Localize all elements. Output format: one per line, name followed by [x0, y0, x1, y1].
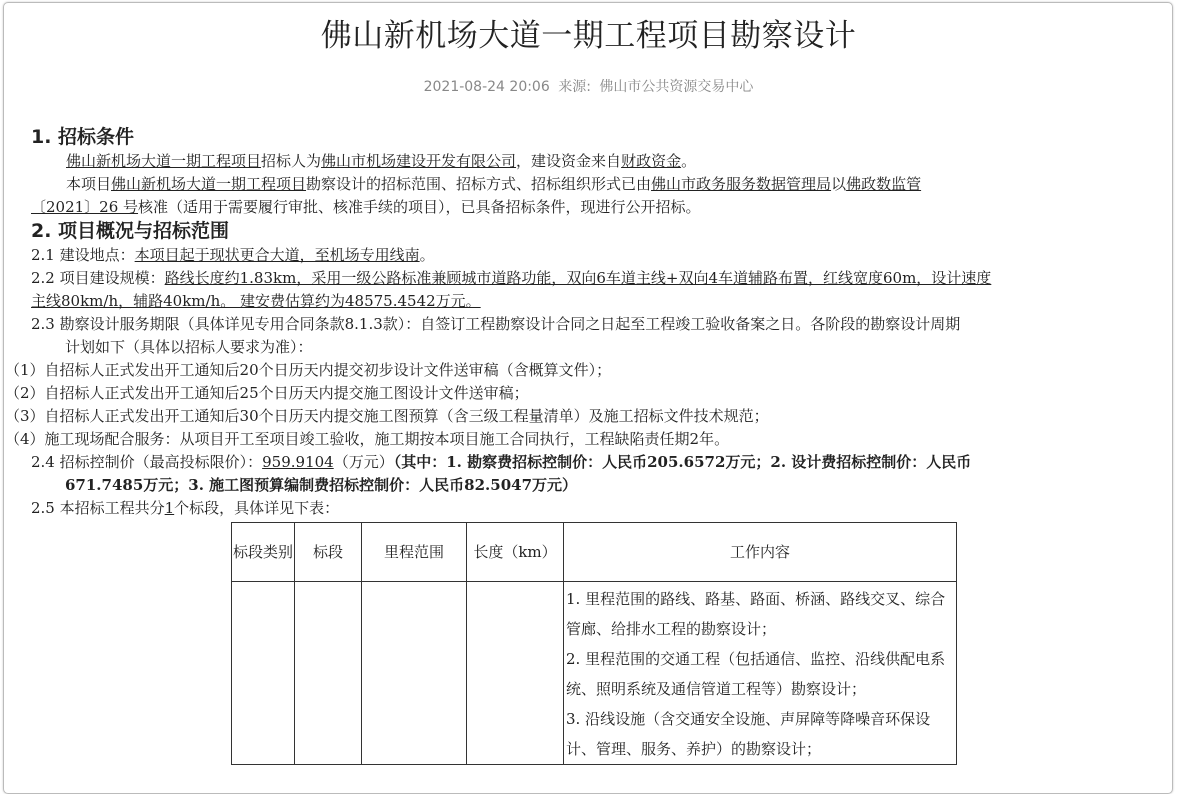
article-body — [5, 125, 1156, 520]
source-name: 佛山市公共资源交易中心 — [599, 79, 754, 95]
text: 2.3 勘察设计服务期限（具体详见专用合同条款8.1.3款）：自签订工程勘察设计合同之日起至工程竣工验收备案之日。各阶段的勘察设计周期 — [31, 315, 961, 333]
approval-doc: 佛政数监管 — [846, 175, 922, 193]
project-scale: 主线80km/h，辅路40km/h。 建安费估算约为48575.4542万元。 — [31, 292, 481, 310]
text: （万元） — [333, 453, 394, 471]
approval-doc-number: 〔2021〕26 号 — [31, 198, 139, 216]
text: 核准（适用于需要履行审批、核准手续的项目），已具备招标条件，现进行公开招标。 — [138, 198, 701, 216]
text: 以 — [831, 175, 847, 193]
column-header: 里程范围 — [362, 523, 467, 582]
paragraph — [31, 290, 1156, 313]
price-breakdown: （其中：1. 勘察费招标控制价：人民币205.6572万元；2. 设计费招标控制价：人民币 — [393, 453, 972, 471]
paragraph — [31, 313, 1156, 336]
text: 个标段，具体详见下表： — [174, 499, 340, 517]
tenderer-name: 佛山市机场建设开发有限公司 — [321, 152, 517, 170]
text: ，建设资金来自 — [516, 152, 622, 170]
text: 。 — [681, 152, 697, 170]
paragraph — [31, 267, 1156, 290]
project-name: 佛山新机场大道一期工程项目 — [66, 152, 262, 170]
table-cell — [362, 582, 467, 765]
work-item: 1. 里程范围的路线、路基、路面、桥涵、路线交叉、综合管廊、给排水工程的勘察设计； — [566, 590, 946, 638]
site-location: 本项目起于现状更合大道，至机场专用线南 — [134, 246, 420, 264]
paragraph — [31, 451, 1156, 474]
approval-authority: 佛山市政务服务数据管理局 — [651, 175, 832, 193]
list-item: （4）施工现场配合服务：从项目开工至项目竣工验收，施工期按本项目施工合同执行，工程缺陷责任期2年。 — [5, 430, 730, 448]
table-cell — [232, 582, 295, 765]
section-heading-2: 2. 项目概况与招标范围 — [31, 220, 230, 242]
section-table — [231, 522, 957, 765]
column-header: 长度（km） — [467, 523, 564, 582]
text: 招标人为 — [261, 152, 322, 170]
text: 。 — [419, 246, 435, 264]
text: 2.1 建设地点： — [31, 246, 135, 264]
text: 勘察设计的招标范围、招标方式、招标组织形式已由 — [306, 175, 652, 193]
table-cell — [295, 582, 362, 765]
section-count: 1 — [164, 499, 175, 517]
article-meta — [0, 76, 1177, 96]
list-item: （2）自招标人正式发出开工通知后25个日历天内提交施工图设计文件送审稿； — [5, 384, 529, 402]
project-scale: 路线长度约1.83km，采用一级公路标准兼顾城市道路功能，双向6车道主线+双向4车道辅路布置，红线宽度60m，设计速度 — [164, 269, 992, 287]
column-header: 工作内容 — [564, 523, 957, 582]
source-label: 来源: — [558, 79, 591, 95]
work-item: 3. 沿线设施（含交通安全设施、声屏障等降噪音环保设计、管理、服务、养护）的勘察设计； — [566, 710, 931, 758]
column-header: 标段 — [295, 523, 362, 582]
list-item: （3）自招标人正式发出开工通知后30个日历天内提交施工图预算（含三级工程量清单）及施工招标文件技术规范； — [5, 407, 769, 425]
table-row — [232, 582, 957, 765]
page-title: 佛山新机场大道一期工程项目勘察设计 — [320, 18, 857, 54]
text: 2.4 招标控制价（最高投标限价）： — [31, 453, 263, 471]
text: 本项目 — [66, 175, 112, 193]
paragraph — [31, 196, 1156, 219]
project-name: 佛山新机场大道一期工程项目 — [111, 175, 307, 193]
paragraph — [31, 173, 1156, 196]
paragraph — [31, 244, 1156, 267]
list-item: （1）自招标人正式发出开工通知后20个日历天内提交初步设计文件送审稿（含概算文件）； — [5, 361, 612, 379]
publish-datetime: 2021-08-24 20:06 — [423, 79, 550, 95]
table-cell — [467, 582, 564, 765]
fund-source: 财政资金 — [621, 152, 682, 170]
text: 计划如下（具体以招标人要求为准）： — [65, 338, 313, 356]
text: 2.2 项目建设规模： — [31, 269, 165, 287]
price-breakdown: 671.7485万元；3. 施工图预算编制费招标控制价：人民币82.5047万元） — [65, 476, 578, 494]
paragraph — [31, 150, 1156, 173]
text: 2.5 本招标工程共分 — [31, 499, 165, 517]
section-heading-1: 1. 招标条件 — [31, 126, 135, 148]
paragraph — [31, 497, 1156, 520]
work-content-cell — [564, 582, 957, 765]
table-header-row — [232, 523, 957, 582]
control-price: 959.9104 — [262, 453, 334, 471]
paragraph — [31, 336, 1156, 359]
column-header: 标段类别 — [232, 523, 295, 582]
work-item: 2. 里程范围的交通工程（包括通信、监控、沿线供配电系统、照明系统及通信管道工程等）勘察设计； — [566, 650, 946, 698]
